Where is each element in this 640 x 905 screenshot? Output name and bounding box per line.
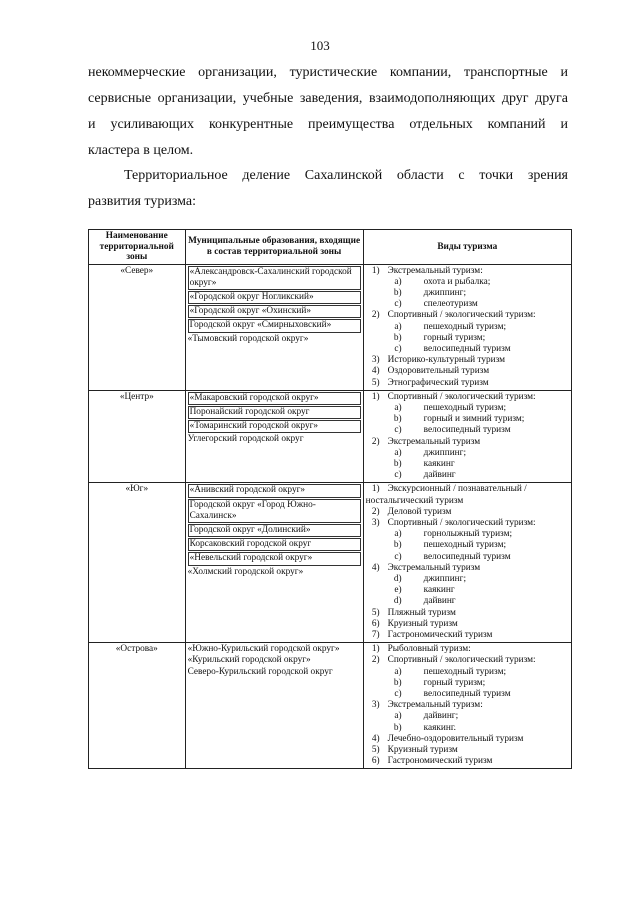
municipality-item: «Невельский городской округ» [188, 552, 361, 565]
municipality-item: «Городской округ «Охинский» [188, 305, 361, 318]
tourism-type-item [366, 322, 569, 333]
list-marker: a) [394, 321, 402, 332]
paragraph-line: некоммерческие организации, туристические компании, транспортные и [88, 65, 568, 80]
territorial-division-paragraph [88, 163, 568, 215]
tourism-type-item [366, 344, 569, 355]
list-marker: 2) [371, 310, 380, 321]
tourism-type-label: Спортивный / экологический туризм: [387, 391, 536, 402]
list-marker: a) [394, 276, 402, 287]
tourism-types-cell [363, 643, 571, 769]
tourism-type-label: Спортивный / экологический туризм: [387, 517, 536, 528]
tourism-type-label: Рыболовный туризм: [387, 644, 471, 655]
paragraph-line: и усиливающих конкурентные преимущества отдельных компаний и [88, 117, 568, 132]
municipality-item: Корсаковский городской округ [188, 538, 361, 551]
zone-name-cell: «Юг» [89, 483, 186, 643]
tourism-type-item [366, 277, 569, 288]
table-row [89, 264, 572, 390]
tourism-type-label: дайвинг [423, 596, 456, 607]
tourism-type-label: велосипедный туризм [423, 551, 511, 562]
list-marker: d) [393, 573, 402, 584]
zone-name-cell: «Центр» [89, 390, 186, 483]
tourism-type-item [366, 574, 569, 585]
list-marker: 3) [371, 517, 380, 528]
tourism-type-item [366, 689, 569, 700]
list-marker: 3) [371, 700, 380, 711]
tourism-type-label: велосипедный туризм [423, 425, 511, 436]
list-marker: 5) [371, 607, 380, 618]
list-marker: 1) [371, 265, 380, 276]
tourism-type-item [366, 266, 569, 277]
municipalities-cell [185, 483, 363, 643]
tourism-type-label: Гастрономический туризм [387, 630, 493, 640]
tourism-type-label: пешеходный туризм; [423, 666, 507, 677]
tourism-type-item [366, 596, 569, 607]
tourism-type-item [366, 678, 569, 689]
list-marker: b) [393, 540, 402, 551]
tourism-type-item [366, 756, 569, 767]
tourism-type-item [366, 403, 569, 414]
municipality-item: «Александровск-Сахалинский городской округ» [188, 266, 361, 290]
zone-name-cell: «Север» [89, 264, 186, 390]
tourism-type-item [366, 507, 569, 518]
table-header-row [89, 230, 572, 265]
tourism-type-label: Экстремальный туризм: [387, 265, 483, 276]
list-marker: 6) [371, 756, 380, 767]
header-tourism-types: Виды туризма [363, 230, 571, 265]
municipality-item: Северо-Курильский городской округ [187, 666, 333, 677]
paragraph-line: кластера в целом. [88, 143, 194, 158]
tourism-type-label: Историко-культурный туризм [387, 355, 506, 366]
tourism-type-item [366, 563, 569, 574]
tourism-type-label: Деловой туризм [387, 506, 452, 517]
tourism-type-label: велосипедный туризм [423, 343, 511, 354]
tourism-type-label: каякинг. [423, 722, 456, 733]
table-body [89, 264, 572, 769]
list-marker: a) [394, 402, 402, 413]
municipality-item: Городской округ «Долинский» [188, 524, 361, 537]
tourism-type-label: пешеходный туризм; [423, 402, 507, 413]
municipality-item: Городской округ «Смирныховский» [188, 319, 361, 332]
tourism-type-item [366, 414, 569, 425]
tourism-types-cell [363, 483, 571, 643]
list-marker: 2) [371, 655, 380, 666]
list-marker: d) [393, 596, 402, 607]
list-marker: b) [393, 722, 402, 733]
tourism-type-label: горнолыжный туризм; [423, 529, 513, 540]
municipality-item: «Холмский городской округ» [187, 566, 304, 577]
list-marker: c) [394, 551, 402, 562]
table-row [89, 643, 572, 769]
tourism-type-item [366, 644, 569, 655]
tourism-type-label: Пляжный туризм [387, 607, 456, 618]
tourism-type-item [366, 734, 569, 745]
list-marker: 4) [371, 562, 380, 573]
tourism-type-label: охота и рыбалка; [423, 276, 491, 287]
tourism-type-label: Экстремальный туризм [387, 436, 481, 447]
tourism-type-item [366, 608, 569, 619]
tourism-type-item [366, 299, 569, 310]
tourism-type-item [366, 723, 569, 734]
list-marker: 1) [371, 391, 380, 402]
tourism-type-item [366, 745, 569, 756]
tourism-type-item [366, 496, 569, 507]
paragraph-line: Территориальное деление Сахалинской области с точки зрения [124, 168, 568, 183]
tourism-type-item [366, 585, 569, 596]
tourism-type-item [366, 552, 569, 563]
tourism-type-item [366, 540, 569, 551]
tourism-type-label: горный и зимний туризм; [423, 414, 525, 425]
tourism-type-item [366, 529, 569, 540]
list-marker: 4) [371, 733, 380, 744]
list-marker: a) [394, 529, 402, 540]
list-marker: b) [393, 332, 402, 343]
tourism-type-label: ностальгический туризм [365, 495, 464, 506]
tourism-type-item [366, 448, 569, 459]
tourism-type-label: Спортивный / экологический туризм: [387, 310, 536, 321]
tourism-types-cell [363, 264, 571, 390]
tourism-type-label: Экстремальный туризм [387, 562, 481, 573]
municipality-item: «Городской округ Ногликский» [188, 291, 361, 304]
municipality-item: «Макаровский городской округ» [188, 392, 361, 405]
tourism-type-label: Спортивный / экологический туризм: [387, 655, 536, 666]
tourism-type-item [366, 484, 569, 495]
municipalities-cell [185, 390, 363, 483]
header-zone-name: Наименование территориальной зоны [89, 230, 186, 265]
municipalities-cell [185, 643, 363, 769]
tourism-type-label: Лечебно-оздоровительный туризм [387, 733, 524, 744]
list-marker: b) [393, 414, 402, 425]
list-marker: 5) [371, 377, 380, 388]
tourism-type-item [366, 700, 569, 711]
list-marker: c) [394, 470, 402, 481]
tourism-type-item [366, 333, 569, 344]
municipality-item: Городской округ «Город Южно-Сахалинск» [188, 499, 361, 523]
tourism-type-item [366, 459, 569, 470]
list-marker: c) [394, 299, 402, 310]
paragraph-line: развития туризма: [88, 194, 197, 209]
list-marker: 5) [371, 745, 380, 756]
tourism-type-label: горный туризм; [423, 677, 486, 688]
tourism-type-item [366, 392, 569, 403]
list-marker: 4) [371, 366, 380, 377]
tourism-type-label: Экскурсионный / познавательный / [387, 484, 527, 495]
list-marker: e) [394, 585, 402, 596]
tourism-type-item [366, 437, 569, 448]
list-marker: b) [393, 677, 402, 688]
paragraph-line: сервисные организации, учебные заведения, взаимодополняющих друг друга [88, 91, 568, 106]
tourism-type-label: спелеотуризм [423, 299, 478, 310]
municipality-item: «Курильский городской округ» [187, 655, 311, 666]
tourism-type-label: каякинг [423, 585, 455, 596]
header-municipalities: Муниципальные образования, входящие в состав территориальной зоны [185, 230, 363, 265]
tourism-zones-table [88, 229, 572, 769]
tourism-type-item [366, 630, 569, 641]
list-marker: 1) [371, 484, 380, 495]
tourism-type-item [366, 619, 569, 630]
intro-paragraph [88, 60, 568, 164]
municipalities-cell [185, 264, 363, 390]
tourism-type-label: дайвинг [423, 470, 456, 481]
tourism-type-item [366, 655, 569, 666]
tourism-type-label: дайвинг; [423, 711, 459, 722]
tourism-type-label: горный туризм; [423, 332, 486, 343]
tourism-type-item [366, 355, 569, 366]
tourism-type-label: джиппинг; [423, 573, 467, 584]
municipality-item: «Анивский городской округ» [188, 484, 361, 497]
table-row [89, 390, 572, 483]
list-marker: 3) [371, 355, 380, 366]
list-marker: a) [394, 666, 402, 677]
tourism-type-label: Этнографический туризм [387, 377, 489, 388]
tourism-type-label: джиппинг; [423, 447, 467, 458]
list-marker: c) [394, 689, 402, 700]
list-marker: a) [394, 711, 402, 722]
tourism-type-label: Круизный туризм [387, 618, 458, 629]
list-marker: 7) [371, 630, 380, 640]
list-marker: b) [393, 458, 402, 469]
list-marker: b) [393, 287, 402, 298]
municipality-item: «Южно-Курильский городской округ» [187, 644, 340, 655]
municipality-item: «Томаринский городской округ» [188, 420, 361, 433]
list-marker: 6) [371, 618, 380, 629]
tourism-type-item [366, 667, 569, 678]
municipality-item: «Тымовский городской округ» [187, 333, 309, 344]
tourism-type-label: Экстремальный туризм: [387, 700, 483, 711]
tourism-type-label: пешеходный туризм; [423, 540, 507, 551]
tourism-type-label: каякинг [423, 458, 455, 469]
list-marker: c) [394, 343, 402, 354]
municipality-item: Поронайский городской округ [188, 406, 361, 419]
tourism-type-item [366, 310, 569, 321]
list-marker: 2) [371, 506, 380, 517]
list-marker: 1) [371, 644, 380, 655]
tourism-types-cell [363, 390, 571, 483]
list-marker: a) [394, 447, 402, 458]
tourism-type-item [366, 425, 569, 436]
tourism-type-label: велосипедный туризм [423, 689, 511, 700]
tourism-type-item [366, 288, 569, 299]
page-number: 103 [310, 38, 330, 53]
tourism-type-label: Круизный туризм [387, 745, 458, 756]
tourism-type-label: пешеходный туризм; [423, 321, 507, 332]
tourism-type-label: джиппинг; [423, 287, 467, 298]
tourism-type-label: Гастрономический туризм [387, 756, 493, 767]
tourism-type-item [366, 518, 569, 529]
zone-name-cell: «Острова» [89, 643, 186, 769]
tourism-type-item [366, 470, 569, 481]
tourism-type-label: Оздоровительный туризм [387, 366, 490, 377]
table-row [89, 483, 572, 643]
list-marker: c) [394, 425, 402, 436]
tourism-type-item [366, 366, 569, 377]
list-marker: 2) [371, 436, 380, 447]
municipality-item: Углегорский городской округ [187, 434, 304, 445]
tourism-type-item [366, 378, 569, 389]
tourism-type-item [366, 711, 569, 722]
